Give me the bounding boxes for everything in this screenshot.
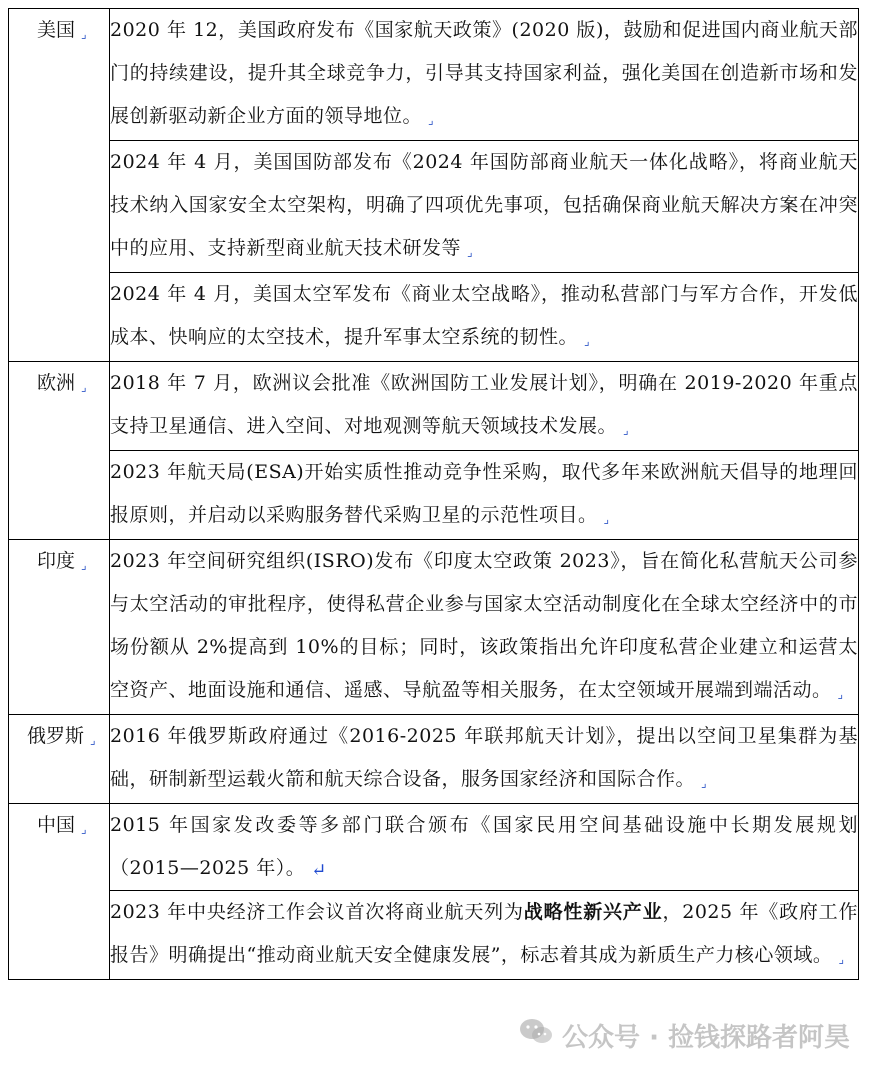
policy-table — [8, 8, 859, 980]
policy-cell — [110, 891, 859, 980]
country-label: 中国 — [37, 814, 76, 836]
paragraph-mark-icon: ⌟ — [837, 687, 844, 701]
policy-text-before: 2023 年中央经济工作会议首次将商业航天列为 — [110, 901, 524, 923]
policy-text: 2015 年国家发改委等多部门联合颁布《国家民用空间基础设施中长期发展规划（2015—2025 年）。 — [110, 814, 858, 879]
country-label: 欧洲 — [37, 372, 76, 394]
policy-cell — [110, 9, 859, 141]
policy-text: 2023 年空间研究组织(ISRO)发布《印度太空政策 2023》，旨在简化私营航天公司参与太空活动的审批程序，使得私营企业参与国家太空活动制度化在全球太空经济中的市场份额从 2%提高到 10%的目标；同时，该政策指出允许印度私营企业建立和运营太空资产、地面设施和通信、遥感、导航盈等相关服务，在太空领域开展端到端活动。 — [110, 550, 858, 701]
paragraph-mark-icon: ⌟ — [428, 113, 435, 127]
country-cell-india — [9, 540, 110, 715]
paragraph-mark-icon: ⌟ — [467, 245, 474, 259]
paragraph-mark-icon: ⌟ — [838, 952, 845, 966]
policy-cell — [110, 362, 859, 451]
policy-text: 2024 年 4 月，美国国防部发布《2024 年国防部商业航天一体化战略》，将商业航天技术纳入国家安全太空架构，明确了四项优先事项，包括确保商业航天解决方案在冲突中的应用、支持新型商业航天技术研发等 — [110, 151, 858, 259]
paragraph-mark-icon: ⌟ — [81, 558, 87, 572]
country-cell-europe — [9, 362, 110, 540]
policy-cell — [110, 141, 859, 273]
paragraph-mark-icon: ⌟ — [701, 776, 708, 790]
table-row — [9, 451, 859, 540]
watermark — [518, 1017, 850, 1054]
paragraph-mark-icon: ⌟ — [623, 423, 630, 437]
paragraph-mark-icon: ⌟ — [90, 733, 96, 747]
policy-cell — [110, 715, 859, 804]
country-cell-us — [9, 9, 110, 362]
policy-text-after: ，2025 年《政府工作报告》明确提出“推动商业航天安全健康发展”，标志着其成为新质生产力核心领域。 — [110, 901, 858, 966]
table-row — [9, 9, 859, 141]
watermark-text: 公众号 · 捡钱探路者阿昊 — [562, 1023, 850, 1053]
table-row — [9, 540, 859, 715]
policy-cell — [110, 273, 859, 362]
wechat-icon — [518, 1017, 554, 1054]
country-label: 印度 — [37, 550, 76, 572]
policy-text: 2016 年俄罗斯政府通过《2016-2025 年联邦航天计划》，提出以空间卫星集群为基础，研制新型运载火箭和航天综合设备，服务国家经济和国际合作。 — [110, 725, 858, 790]
policy-text: 2020 年 12，美国政府发布《国家航天政策》(2020 版)，鼓励和促进国内商业航天部门的持续建设，提升其全球竞争力，引导其支持国家利益，强化美国在创造新市场和发展创新驱动新企业方面的领导地位。 — [110, 19, 858, 127]
paragraph-mark-icon: ⌟ — [81, 822, 87, 836]
country-label: 美国 — [37, 19, 76, 41]
country-cell-china — [9, 804, 110, 980]
policy-cell — [110, 540, 859, 715]
paragraph-mark-icon: ⌟ — [81, 380, 87, 394]
table-row — [9, 891, 859, 980]
policy-text: 2018 年 7 月，欧洲议会批准《欧洲国防工业发展计划》，明确在 2019-2020 年重点支持卫星通信、进入空间、对地观测等航天领域技术发展。 — [110, 372, 858, 437]
paragraph-return-icon: ↵ — [311, 860, 327, 881]
table-row — [9, 715, 859, 804]
policy-cell — [110, 804, 859, 891]
policy-text: 2023 年航天局(ESA)开始实质性推动竞争性采购，取代多年来欧洲航天倡导的地理回报原则，并启动以采购服务替代采购卫星的示范性项目。 — [110, 461, 858, 526]
policy-text: 2024 年 4 月，美国太空军发布《商业太空战略》，推动私营部门与军方合作，开发低成本、快响应的太空技术，提升军事太空系统的韧性。 — [110, 283, 858, 348]
table-row — [9, 362, 859, 451]
paragraph-mark-icon: ⌟ — [81, 27, 87, 41]
table-row — [9, 273, 859, 362]
policy-text-bold: 战略性新兴产业 — [523, 901, 663, 923]
paragraph-mark-icon: ⌟ — [584, 334, 591, 348]
paragraph-mark-icon: ⌟ — [603, 512, 610, 526]
table-row — [9, 141, 859, 273]
policy-cell — [110, 451, 859, 540]
table-row — [9, 804, 859, 891]
country-label: 俄罗斯 — [27, 725, 85, 747]
country-cell-russia — [9, 715, 110, 804]
